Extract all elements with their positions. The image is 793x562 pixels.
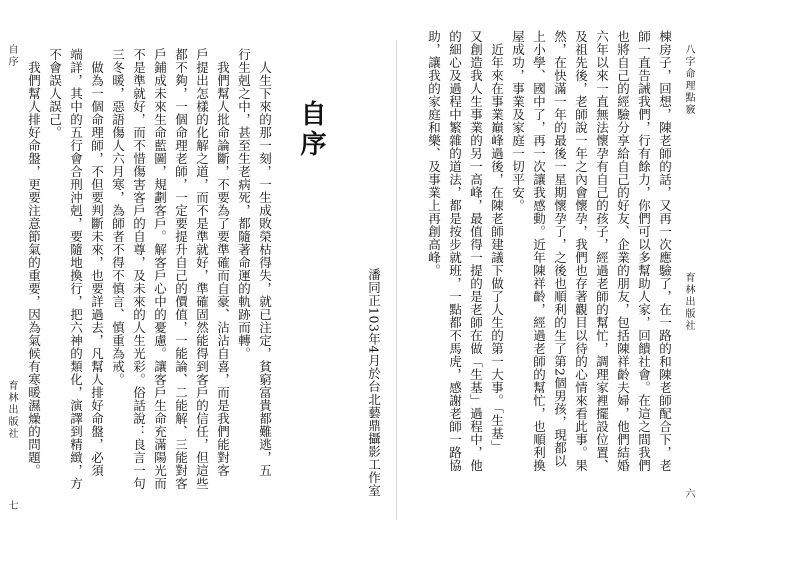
text-column: 戶提出怎樣的化解之道，而不是準就好，準確固然能得到客戶的信任，但這些: [194, 48, 210, 490]
text-column: 不是準就好，而不惜傷害客戶的自尊，及未來的人生光彩。俗話說：良言一句: [131, 48, 147, 490]
right-header-book-title: 八字命理點竅: [683, 44, 694, 116]
text-column: 我們幫人排好命盤，更要注意節氣的重要，因為氣候有寒暖濕燥的問題。: [26, 48, 42, 477]
left-footer-publisher: 育林出版社: [6, 380, 17, 440]
left-page-number: 七: [6, 500, 17, 512]
text-column: 做為一個命理師，不但要判斷未來，也要詳過去，凡幫人排好命盤，必須: [89, 48, 105, 477]
text-column: 助，讓我的家庭和樂、及事業上再創高峰。: [426, 30, 442, 277]
text-column: 三冬暖，惡語傷人六月寒，為師者不得不慎言、慎重為戒。: [110, 48, 126, 386]
text-column: 及祖先後，老師說一年之內會懷孕，我們也存著觀目以待的心情來看此事。果: [573, 30, 589, 472]
page-title: 自序: [296, 100, 326, 160]
text-column: 的細心及過程中繁雜的道法，都是按步就班，一點都不馬虎，感謝老師一路協: [447, 30, 463, 472]
text-column: 行生剋之中，甚至生老病死，都隨著命運的軌跡而轉。: [236, 48, 252, 360]
right-page-number: 六: [683, 488, 694, 500]
text-column: 然，在快滿一年的最後一星期懷孕了，之後也順利的生了第2個男孩，現都以: [552, 30, 568, 468]
text-column: 都不夠，一個命理老師，一定要提升自己的價值，一能論、二能解、三能對客: [173, 48, 189, 490]
text-column: 棟房子，回想，陳老師的話，又再一次應驗了，在一路的和陳老師配合下，老: [657, 30, 673, 472]
signature: 潘同正103年4月於台北藝鼎攝影工作室: [366, 268, 382, 497]
text-column: 又創造我人生事業的另一高峰，最值得一提的是老師在做「生基」過程中，他: [468, 30, 484, 472]
text-column: 戶鋪成未來生命藍圖，規劃客戶。解客戶心中的憂慮。讓客戶生命充滿陽光而: [152, 48, 168, 490]
text-column: 人生下來的那一刻，一生成敗榮枯得失，就已注定，貧窮富貴都難逃，五: [257, 48, 273, 477]
text-column: 師一直告誡我們，行有餘力，你們可以多幫助人家，回饋社會。在這之間我們: [636, 30, 652, 472]
text-column: 近年來在事業巔峰過後，在陳老師建議下做了人生的第一大事。「生基」: [489, 30, 505, 453]
text-column: 屋成功，事業及家庭一切平安。: [510, 30, 526, 212]
left-header: 自序: [6, 44, 17, 68]
text-column: 我們幫人批命論斷，不要為了要準確而自豪、沾沾自喜，而是我們能對客: [215, 48, 231, 477]
text-column: 不會誤人誤己。: [47, 48, 63, 139]
text-column: 也將自己的經驗分享給自己的好友、企業的朋友，包括陳祥齡夫婦，他們結婚: [615, 30, 631, 472]
text-column: 上小學、國中了，再一次讓我感動。近年陳祥齡，經過老師的幫忙，也順利換: [531, 30, 547, 472]
text-column: 端詳，其中的五行會合刑沖剋，要隨地換行，把六神的類化，演譯到精緻，方: [68, 48, 84, 490]
page-fold: [396, 40, 397, 520]
text-column: 六年以來一直無法懷孕有自己的孩子，經過老師的幫忙，調理家裡擺設位置、: [594, 30, 610, 472]
right-header-publisher: 育林出版社: [683, 272, 694, 332]
